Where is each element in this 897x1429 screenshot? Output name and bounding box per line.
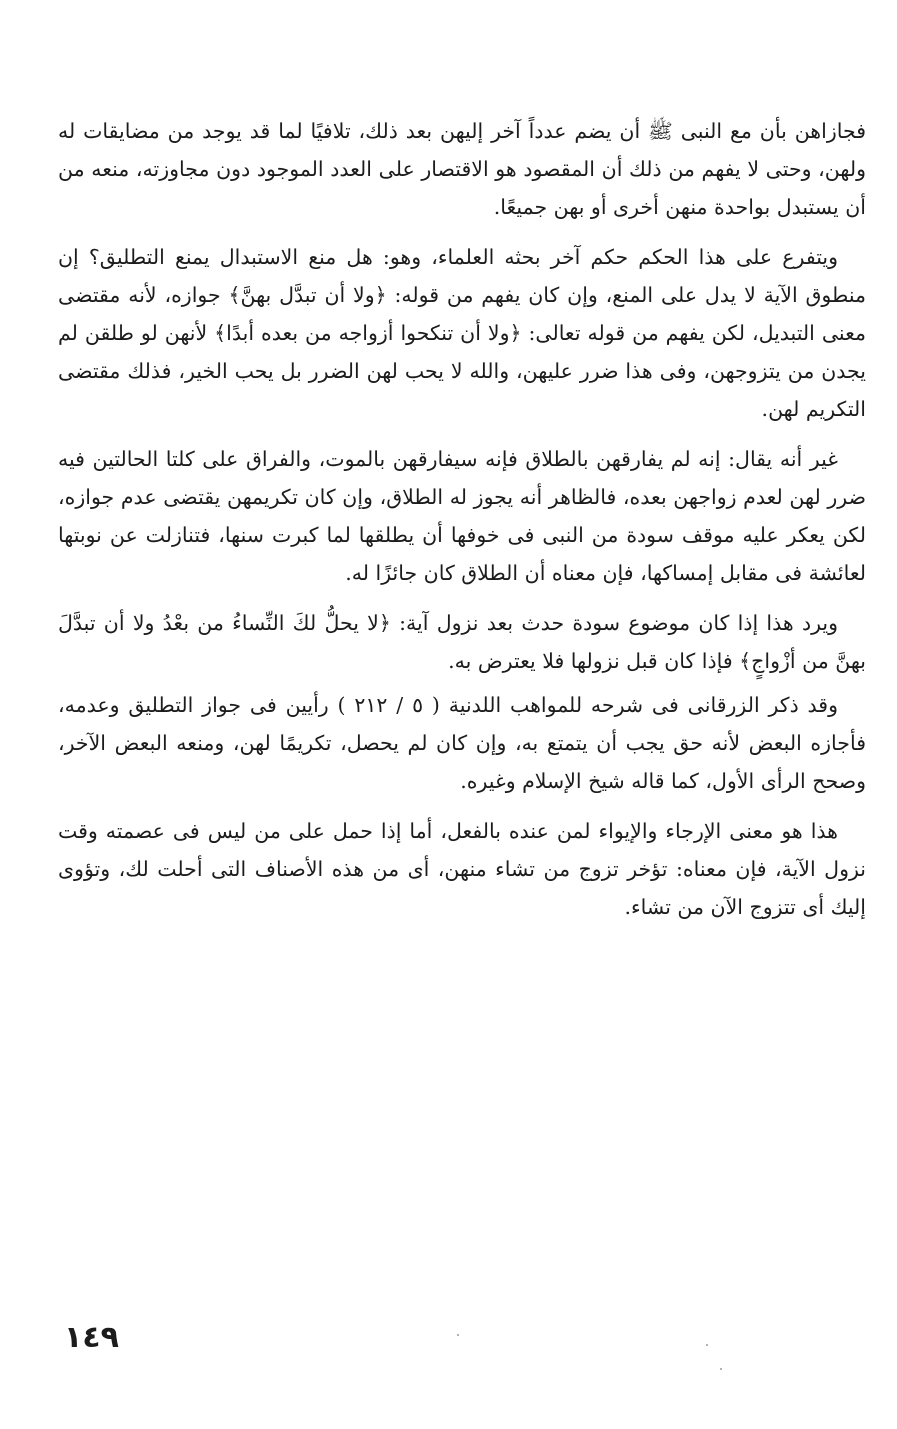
paragraph-6: هذا هو معنى الإرجاء والإيواء لمن عنده بالفعل، أما إذا حمل على من ليس فى عصمته وقت نزول الآية، فإن معناه: تؤخر تزوج من تشاء منهن، أى من هذه الأصناف التى أحلت لك، وتؤوى إليك أى تتزوج الآن من تشاء. (58, 819, 866, 919)
scan-speck (720, 1368, 722, 1370)
scan-speck (457, 1334, 459, 1336)
body-text (58, 112, 866, 938)
scan-speck (706, 1344, 708, 1346)
paragraph-5: وقد ذكر الزرقانى فى شرحه للمواهب اللدنية ( ٥ / ٢١٢ ) رأيين فى جواز التطليق وعدمه، فأجازه البعض لأنه حق يجب أن يتمتع به، وإن كان لم يحصل، تكريمًا لهن، ومنعه البعض الآخر، وصحح الرأى الأول، كما قاله شيخ الإسلام وغيره. (58, 693, 866, 793)
page-number: ١٤٩ (64, 1320, 119, 1355)
paragraph-4: ويرد هذا إذا كان موضوع سودة حدث بعد نزول آية: ﴿لا يحلُّ لكَ النِّساءُ من بعْدُ ولا أن تبدَّلَ بهنَّ من أزْواجٍ﴾ فإذا كان قبل نزولها فلا يعترض به. (58, 611, 866, 673)
paragraph-2: ويتفرع على هذا الحكم حكم آخر بحثه العلماء، وهو: هل منع الاستبدال يمنع التطليق؟ إن منطوق الآية لا يدل على المنع، وإن كان يفهم من قوله: ﴿ولا أن تبدَّل بهنَّ﴾ جوازه، لأنه مقتضى معنى التبديل، لكن يفهم من قوله تعالى: ﴿ولا أن تنكحوا أزواجه من بعده أبدًا﴾ لأنهن لو طلقن لم يجدن من يتزوجهن، وفى هذا ضرر عليهن، والله لا يحب لهن الضرر بل يحب الخير، فذلك مقتضى التكريم لهن. (58, 245, 866, 421)
paragraph-3: غير أنه يقال: إنه لم يفارقهن بالطلاق فإنه سيفارقهن بالموت، والفراق على كلتا الحالتين فيه ضرر لهن لعدم زواجهن بعده، فالظاهر أنه يجوز له الطلاق، وإن كان تكريمهن يقتضى عدم جوازه، لكن يعكر عليه موقف سودة من النبى فى خوفها أن يطلقها لما كبرت سنها، فتنازلت عن نوبتها لعائشة فى مقابل إمساكها، فإن معناه أن الطلاق كان جائزًا له. (58, 447, 866, 585)
paragraph-1: فجازاهن بأن مع النبى ﷺ أن يضم عدداً آخر إليهن بعد ذلك، تلافيًا لما قد يوجد من مضايقات له ولهن، وحتى لا يفهم من ذلك أن المقصود هو الاقتصار على العدد الموجود دون مجاوزته، منعه من أن يستبدل بواحدة منهن أخرى أو بهن جميعًا. (58, 119, 866, 219)
